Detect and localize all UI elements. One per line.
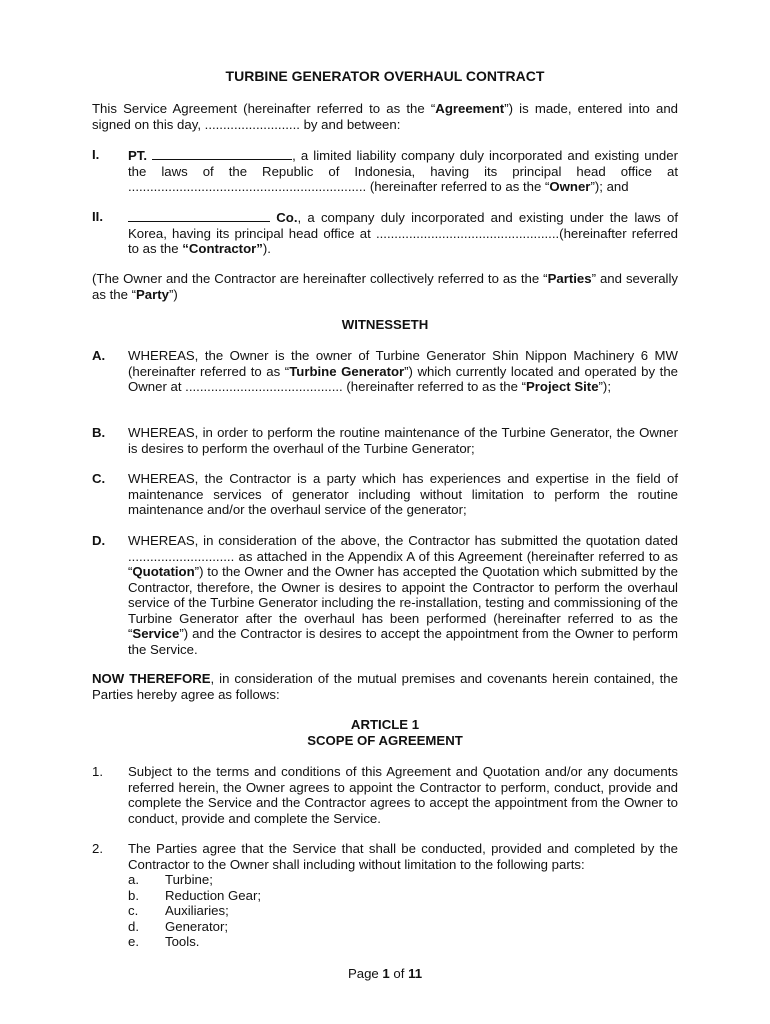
collective-text-2: ” and severally as the “ (92, 271, 678, 302)
intro-text-2: ”) is made, entered into and signed on this day, .......................... by and between: (92, 101, 678, 132)
intro-paragraph (92, 101, 678, 132)
clause-2-label: 2. (92, 841, 103, 856)
list-item-text: Tools. (165, 934, 200, 949)
recital-d-term-2: Service (132, 626, 180, 641)
collective-text-3: ”) (168, 286, 178, 302)
now-therefore-text: , in consideration of the mutual premises and covenants herein contained, the Parties hereby agree as follows: (92, 671, 678, 702)
recital-d-term-1: Quotation (132, 564, 195, 579)
list-item-label: c. (128, 903, 139, 918)
recital-a-term-2: Project Site (525, 379, 599, 394)
party-contractor-term: “Contractor” (182, 241, 263, 256)
party-owner-prefix: PT. (128, 148, 148, 163)
party-owner (92, 147, 678, 195)
page-footer (92, 966, 678, 982)
footer-of-word: of (389, 966, 409, 981)
list-item-text: Turbine; (165, 872, 213, 887)
list-item (128, 872, 678, 888)
party-owner-text-1: , a limited liability company duly incorporated and existing under the laws of the Republic of Indonesia, having its principal head office at ................................................................. (hereinafter referred to as the “ (128, 148, 678, 194)
list-item-label: d. (128, 918, 139, 934)
list-item (128, 903, 678, 919)
list-item-text: Reduction Gear; (165, 887, 262, 903)
document-title: TURBINE GENERATOR OVERHAUL CONTRACT (225, 68, 545, 84)
clause-1-label: 1. (92, 764, 103, 779)
recital-d-text-2: ”) to the Owner and the Owner has accepted the Quotation which submitted by the Contractor, therefore, the Owner is desires to appoint the Contractor to perform the overhaul service of the Turbine Generator including the re-installation, testing and commissioning of the Turbine Generator after the overhaul has been performed (hereinafter referred to as the “ (128, 564, 678, 641)
article-heading: SCOPE OF AGREEMENT (307, 733, 463, 748)
now-therefore-term: NOW THEREFORE (92, 671, 211, 686)
clause-2-text: The Parties agree that the Service that shall be conducted, provided and completed by the Contractor to the Owner shall including without limitation to the following parts: (128, 841, 678, 872)
recital-d-text-3: ”) and the Contractor is desires to accept the appointment from the Owner to perform the Service. (128, 626, 678, 657)
party-contractor (92, 209, 678, 257)
collective-term-party: Party (135, 286, 169, 302)
footer-current-page: 1 (382, 966, 390, 981)
footer-page-word: Page (347, 966, 383, 981)
owner-name-blank[interactable] (152, 147, 292, 160)
list-item (128, 888, 678, 904)
clause-1-text: Subject to the terms and conditions of this Agreement and Quotation and/or any documents referred herein, the Owner agrees to appoint the Contractor to perform, conduct, provide and complete the Service and the Contractor agrees to accept the appointment from the Owner to conduct, provide and complete the Service. (128, 764, 678, 826)
recital-c-text: WHEREAS, the Contractor is a party which has experiences and expertise in the field of maintenance services of generator including without limitation to perform the routine maintenance and/or the overhaul service of the generator; (128, 471, 678, 517)
recital-d-label: D. (92, 533, 106, 548)
recital-d-text-1: WHEREAS, in consideration of the above, the Contractor has submitted the quotation dated ............................. as attached in the Appendix A of this Agreement (hereinafter referred to as “ (128, 533, 678, 579)
recital-d (92, 533, 678, 657)
recital-a-text-1: WHEREAS, the Owner is the owner of Turbine Generator Shin Nippon Machinery 6 MW (hereinafter referred to as “ (128, 348, 678, 379)
list-item (128, 934, 678, 950)
recital-b-text: WHEREAS, in order to perform the routine maintenance of the Turbine Generator, the Owner is desires to perform the overhaul of the Turbine Generator; (128, 425, 678, 456)
list-item-label: e. (128, 934, 139, 949)
party-contractor-co: Co. (276, 210, 298, 225)
article-number: ARTICLE 1 (350, 717, 420, 732)
intro-text-1: This Service Agreement (hereinafter referred to as the “ (92, 101, 436, 116)
recital-b-label: B. (92, 425, 106, 440)
recital-a-text-2: ”) which currently located and operated by the Owner at ........................................... (hereinafter referred to as the “ (128, 363, 678, 394)
recital-c-label: C. (92, 471, 106, 486)
list-item-label: b. (128, 887, 139, 903)
party-contractor-label: II. (92, 209, 103, 224)
intro-agreement-term: Agreement (435, 101, 505, 116)
recital-a-label: A. (92, 348, 106, 363)
list-item-text: Auxiliaries; (165, 903, 229, 918)
list-item-label: a. (128, 872, 139, 887)
party-contractor-text-2: ). (262, 241, 271, 256)
recital-a-term-1: Turbine Generator (289, 363, 405, 379)
collective-term-parties: Parties (547, 271, 592, 286)
now-therefore-paragraph (92, 671, 678, 702)
contractor-name-blank[interactable] (128, 209, 270, 222)
list-item-text: Generator; (165, 918, 229, 934)
recital-b (92, 425, 678, 456)
witnesseth-heading: WITNESSETH (341, 317, 429, 332)
party-contractor-text-1: , a company duly incorporated and existing under the laws of Korea, having its principal head office at ..................................................(hereinafter referred to as the (128, 210, 678, 256)
recital-a-text-3: ”); (598, 379, 611, 394)
collective-paragraph (92, 271, 678, 302)
list-item (128, 919, 678, 935)
recital-c (92, 471, 678, 518)
party-owner-term: Owner (549, 179, 591, 194)
party-owner-text-2: ”); and (590, 179, 629, 194)
clause-2 (92, 841, 678, 950)
footer-total-pages: 11 (408, 966, 423, 981)
clause-1 (92, 764, 678, 826)
recital-a (92, 348, 678, 395)
collective-text-1: (The Owner and the Contractor are hereinafter collectively referred to as the “ (92, 271, 548, 286)
party-owner-label: I. (92, 147, 100, 162)
clause-2-parts-list (128, 872, 678, 950)
